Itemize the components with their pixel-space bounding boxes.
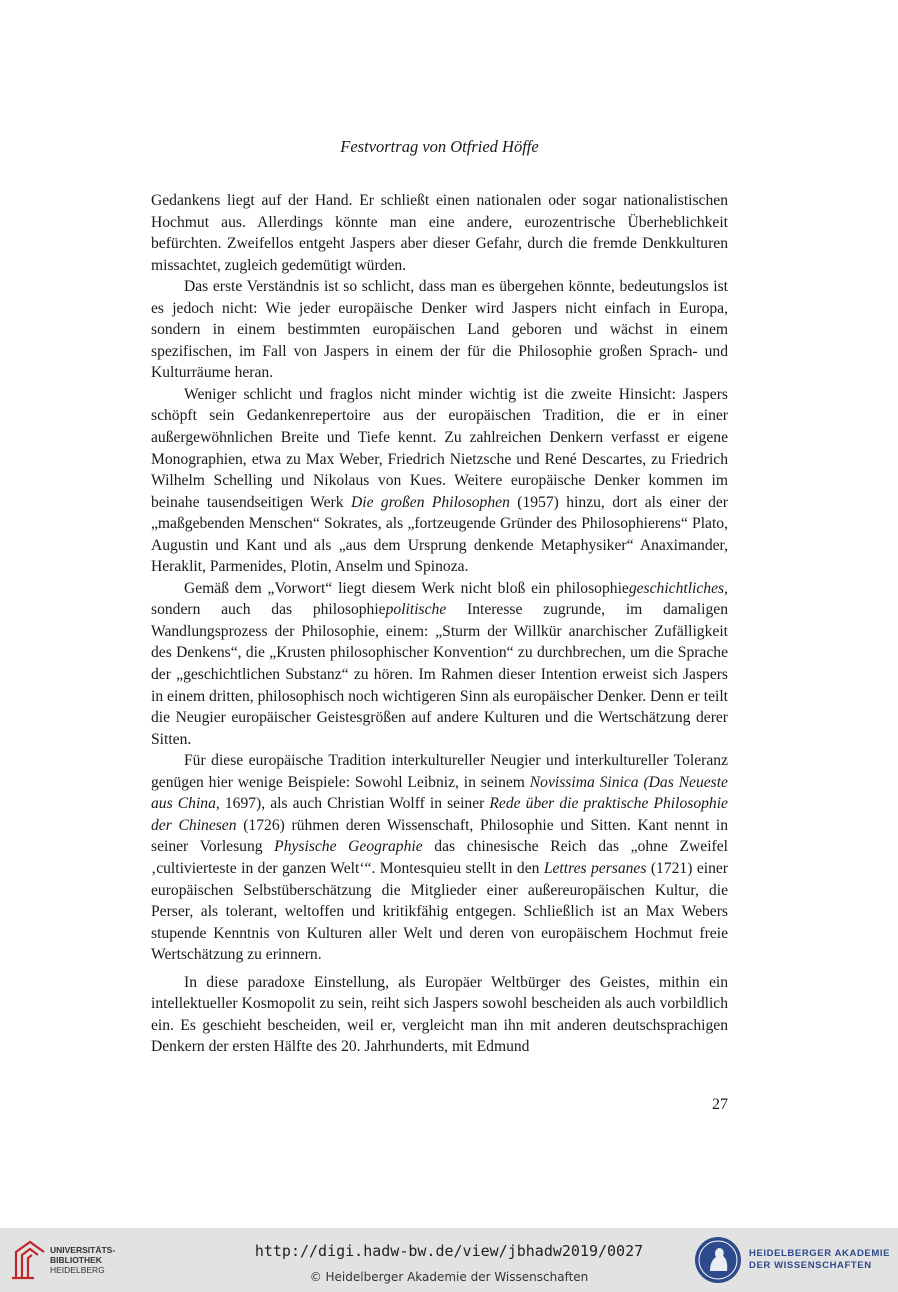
paragraph — [151, 276, 728, 384]
paragraph — [151, 190, 728, 276]
academy-label: HEIDELBERGER AKADEMIE DER WISSENSCHAFTEN — [749, 1248, 891, 1271]
running-head: Festvortrag von Otfried Höffe — [340, 137, 539, 156]
italic-text-segment: Novissima Sinica (Das Neueste aus China, — [151, 773, 728, 813]
university-library-label: UNIVERSITÄTS- BIBLIOTHEK HEIDELBERG — [50, 1245, 116, 1275]
text-segment: Gedankens liegt auf der Hand. Er schließt einen nationalen oder sogar nationalistischen Hochmut aus. Allerdings könnte man eine andere, eurozentrische Überheblichkeit befürchten. Zweifellos entgeht Jaspers aber dieser Gefahr, durch die fremde Denkkulturen missachtet, zugleich gedemütigt würden. — [151, 192, 728, 274]
copyright-notice: © Heidelberger Akademie der Wissenschaften — [309, 1270, 589, 1284]
italic-text-segment: Physische Geographie — [274, 838, 423, 856]
text-segment: Weniger schlicht und fraglos nicht minder wichtig ist die zweite Hinsicht: Jaspers schöpft sein Gedankenrepertoire aus der europäischen Tradition, die er in einer außergewöhnlichen Breite und Tiefe kennt. Zu zahlreichen Denkern verfasst er eigene Monographien, etwa zu Max Weber, Friedrich Nietzsche und René Descartes, zu Friedrich Wilhelm Schelling und Nikolaus von Kues. Weitere europäische Denker kommen im beinahe tausendseitigen Werk — [151, 385, 728, 511]
paragraph — [151, 384, 728, 578]
body-text — [151, 190, 728, 1058]
text-segment: Für diese europäische Tradition interkultureller Neugier und interkultureller Toleranz genügen hier wenige Beispiele: Sowohl Leibniz, in seinem — [151, 752, 728, 791]
italic-text-segment: Lettres persanes — [543, 859, 647, 877]
text-segment: Gemäß dem „Vorwort“ liegt diesem Werk nicht bloß ein philosophie — [184, 579, 629, 597]
italic-text-segment: Die großen Philosophen — [350, 493, 510, 511]
paragraph — [151, 578, 728, 750]
permalink-url[interactable]: http://digi.hadw-bw.de/view/jbhadw2019/0027 — [254, 1242, 644, 1260]
text-segment: Das erste Verständnis ist so schlicht, dass man es übergehen könnte, bedeutungslos ist es jedoch nicht: Wie jeder europäische Denker wird Jaspers nicht einfach in Europa, sondern in einem bestimmten europäischen Land geboren und wächst in einem spezifischen, im Fall von Jaspers in einem der für die Philosophie großen Sprach- und Kulturräume heran. — [151, 278, 728, 382]
text-segment: (1721) einer europäischen Selbstüberschätzung die Mitglieder einer außereuropäischen Kultur, die Perser, als tolerant, weltoffen und kritikfähig entgegen. Schließlich ist an Max Webers stupende Kenntnis von Kulturen aller Welt und deren von europäischem Hochmut freie Wertschätzung zu erinnern. — [151, 859, 728, 964]
italic-text-segment: Rede über die praktische Philosophie der Chinesen — [151, 795, 728, 834]
text-segment: In diese paradoxe Einstellung, als Europäer Weltbürger des Geistes, mithin ein intellektueller Kosmopolit zu sein, reiht sich Jaspers sowohl bescheiden als auch vorbildlich ein. Es geschieht bescheiden, weil er, vergleicht man ihn mit anderen deutschsprachigen Denkern der ersten Hälfte des 20. Jahrhunderts, mit Edmund — [151, 973, 728, 1056]
academy-seal-icon — [693, 1235, 743, 1285]
italic-text-segment: geschichtliches — [628, 579, 725, 597]
paragraph — [151, 750, 728, 965]
viewer-footer — [0, 1228, 898, 1292]
paragraph — [151, 972, 728, 1058]
text-segment: (1726) rühmen deren Wissenschaft, Philosophie und Sitten. Kant nennt in seiner Vorlesung — [151, 816, 728, 856]
text-segment: das chinesische Reich das „ohne Zweifel ‚cultivierteste in der ganzen Welt‘“. Montesquieu stellt in den — [151, 838, 728, 877]
italic-text-segment: politische — [385, 601, 447, 619]
academy-logo[interactable] — [693, 1235, 893, 1285]
text-segment: (1957) hinzu, dort als einer der „maßgebenden Menschen“ Sokrates, als „fortzeugende Gründer des Philosophierens“ Plato, Augustin und Kant und als „aus dem Ursprung denkende Metaphysiker“ Anaximander, Heraklit, Parmenides, Plotin, Anselm und Spinoza. — [151, 493, 728, 576]
page-number: 27 — [712, 1096, 728, 1113]
text-segment: 1697), als auch Christian Wolff in seiner — [219, 795, 490, 813]
text-segment: Interesse zugrunde, im damaligen Wandlungsprozess der Philosophie, einem: „Sturm der Willkür anarchischer Zufälligkeit des Denkens“, die „Krusten philosophischer Konvention“ zu durchbrechen, um die Sprache der „geschichtlichen Substanz“ zu hören. Im Rahmen dieser Intention erweist sich Jaspers in einem dritten, philosophisch noch wichtigeren Sinn als europäischer Denker. Denn er teilt die Neugier europäischer Geistesgrößen auf andere Kulturen und die Wertschätzung derer Sitten. — [151, 601, 728, 748]
text-segment: , sondern auch das philosophie — [151, 579, 728, 619]
